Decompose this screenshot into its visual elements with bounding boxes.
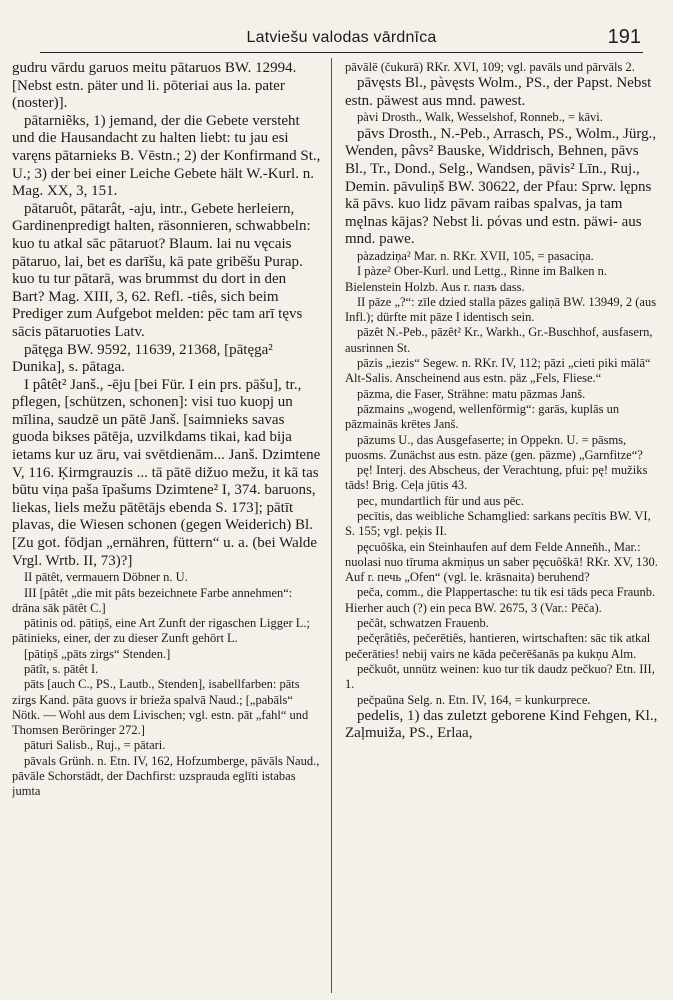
dictionary-entry: pečęrâtiês, pečerētiês, hantieren, wirtschaften: sāc tik atkal pečerāties! nebij vairs ne kāda pečerēšanās pa kukņu Alm. — [345, 631, 651, 661]
dictionary-entry: pedelis, 1) das zuletzt geborene Kind Fehgen, Kl., Zaļmuiža, PS., Erlaa, — [345, 707, 658, 742]
dictionary-entry: pāzmains „wogend, wellenförmig“: garās, kuplās un pāzmainās krētes Janš. — [345, 401, 620, 432]
dictionary-entry: pāzma, die Faser, Strähne: matu pāzmas Janš. — [357, 386, 586, 401]
dictionary-entry: pātarniẽks, 1) jemand, der die Gebete versteht und die Hausandacht zu halten liebt: tu jau esi varęns pātarnieks B. Vēstn.; 2) der Konfirmand St., U.; 3) der bei einer Leiche Gebete hält W.-Kurl. n. Mag. XX, 3, 151. — [12, 112, 321, 200]
dictionary-entry: I pâtêt² Janš., -ēju [bei Für. I ein prs. pāšu], tr., pflegen, [schützen, schonen]: visi tuo kuopj un mīlina, saudzē un pātē Janš. [saimnieks savas guoda bikses pātēja, uzvilkdams tikai, kad bija ietams kur uz āru, vai svētdienām... Janš. Dzimtene V, 116. Ķirmgrauzis ... tā pātē dižuo mežu, it kā tas būtu viņa paša īpašums Dzimtene² I, 374. baruons, liekas, liels mežu pātētājs ebenda S. 173]; pātīt plavas, die Wiesen schonen (gegen Weiderich) Bl. [Zu got. fōdjan „ernähren, füttern“ u. a. (bei Walde Vrgl. Wrtb. II, 73)?] — [12, 376, 321, 569]
dictionary-entry: I pàze² Ober-Kurl. und Lettg., Rinne im Balken n. Bielenstein Holzb. Aus r. пазъ dass. — [345, 264, 607, 294]
dictionary-entry: pec, mundartlich für und aus pēc. — [357, 493, 524, 508]
dictionary-entry: pečpaũna Selg. n. Etn. IV, 164, = kunkurprece. — [357, 692, 591, 707]
dictionary-entry: pātęga BW. 9592, 11639, 21368, [pātęga² Dunika], s. pātaga. — [12, 341, 273, 376]
dictionary-entry: pāvals Grünh. n. Etn. IV, 162, Hofzumberge, pāvāls Naud., pāvāle Schorstädt, der Dachfirst: uzsprauda eglīti istabas jumta — [12, 753, 320, 799]
dictionary-entry: pāzis „iezis“ Segew. n. RKr. IV, 112; pāzi „cieti piki mālā“ Alt-Salis. Anscheinend aus estn. päz „Fels, Fliese.“ — [345, 356, 651, 386]
dictionary-entry: pāvālē (čukurā) RKr. XVI, 109; vgl. pavāls und pārvāls 2. — [345, 60, 635, 74]
dictionary-entry: [pātiņš „pāts zirgs“ Stenden.] — [24, 646, 171, 661]
dictionary-entry: pęcuôška, ein Steinhaufen auf dem Felde Anneňh., Mar.: nuolasi nuo tīruma akmiņus un saber pęcuôškā! RKr. XV, 130. Auf r. печь „Ofen“ (vgl. le. krāsnaita) beruhend? — [345, 539, 658, 585]
dictionary-entry: pàzadziņa² Mar. n. RKr. XVII, 105, = pasaciņa. — [357, 248, 594, 263]
dictionary-entry: pāturi Salisb., Ruj., = pātari. — [24, 738, 166, 753]
dictionary-entry: pę! Interj. des Abscheus, der Verachtung, pfui: pę! mužiks tāds! Brig. Ceļa jūtis 43. — [345, 463, 648, 493]
dictionary-entry: pāvs Drosth., N.-Peb., Arrasch, PS., Wolm., Jürg., Wenden, pâvs² Bauske, Widdrisch, Behnen, pāvs Bl., Tr., Dond., Selg., Wandsen, pāvis² Līn., Ruj., Demin. pāvuliņš BW. 30622, der Pfau: Sprw. lępns kā pāvs. kuo lidz pāvam raibas spalvas, ja tam męlnas kājas? Nebst li. póvas und estn. päwi- aus mnd. pawe. — [345, 125, 657, 248]
dictionary-entry: pātaruôt, pātarât, -aju, intr., Gebete herleiern, Gardinenpredigt halten, räsonnieren, schwabbeln: kuo tu atkal sāc pātaruot? Blaum. lai nu vęcais pātaruo, lai, bet es darīšu, kā pate gribēšu Purap. kuo tu tur pātarā, was brummst du dort in den Bart? Mag. XIII, 3, 62. Refl. -tiês, sich beim Prediger zum Aufgebot melden: pēc tam arī tęvs sācis pātaruoties Latv. — [12, 200, 311, 340]
dictionary-entry: II pātêt, vermauern Döbner n. U. — [24, 570, 188, 585]
dictionary-entry: pāvęsts Bl., pàvęsts Wolm., PS., der Papst. Nebst estn. päwest aus mnd. pawest. — [345, 75, 652, 109]
column-divider — [331, 58, 332, 993]
page-header — [40, 12, 643, 53]
dictionary-entry: pàvi Drosth., Walk, Wesselshof, Ronneb., = kāvi. — [357, 110, 603, 125]
dictionary-entry: pāzums U., das Ausgefaserte; in Oppekn. U. = pāsms, puosms. Zunächst aus estn. päze (gen. päzme) „Garnfitze“? — [345, 432, 643, 462]
dictionary-entry: pečkuôt, unnütz weinen: kuo tur tik daudz pečkuo? Etn. III, 1. — [345, 661, 655, 692]
dictionary-entry: gudru vārdu garuos meitu pātaruos BW. 12994. [Nebst estn. päter und li. pōteriai aus la. pater (noster)]. — [12, 60, 297, 112]
page-number: 191 — [607, 26, 641, 48]
dictionary-entry: pāts [auch C., PS., Lautb., Stenden], isabellfarben: pāts zirgs Kand. pāta guovs ir brieža spalvā Naud.; [„pabāls“ Nötk. — Wohl aus dem Livischen; vgl. estn. pāt „fahl“ und Thomsen Beröringer 272.] — [12, 677, 309, 738]
dictionary-entry: III [pâtêt „die mit pâts bezeichnete Farbe annehmen“: drāna sāk pātêt C.] — [12, 585, 293, 615]
running-title: Latviešu valodas vārdnīca — [246, 29, 437, 46]
left-column — [12, 60, 322, 995]
dictionary-entry: pečât, schwatzen Frauenb. — [357, 616, 489, 631]
dictionary-entry: pāzêt N.-Peb., pāzêt² Kr., Warkh., Gr.-Buschhof, ausfasern, ausrinnen St. — [345, 325, 653, 355]
dictionary-entry: pecītis, das weibliche Schamglied: sarkans pecītis BW. VI, S. 155; vgl. peķis II. — [345, 508, 651, 539]
right-column — [345, 60, 663, 995]
dictionary-entry: peča, comm., die Plappertasche: tu tik esi tāds peca Fraunb. Hierher auch (?) ein peca BW. 2675, 3 (Var.: Pēča). — [345, 585, 656, 615]
dictionary-entry: pātinis od. pātiņš, eine Art Zunft der rigaschen Ligger L.; pātinieks, einer, der zu dieser Zunft gehört L. — [12, 616, 311, 646]
dictionary-entry: pātît, s. pātêt I. — [24, 662, 99, 676]
dictionary-entry: II pāze „?“: zīle dzied stalla pāzes galiņā BW. 13949, 2 (aus Infl.); dürfte mit pāze I identisch sein. — [345, 294, 657, 325]
